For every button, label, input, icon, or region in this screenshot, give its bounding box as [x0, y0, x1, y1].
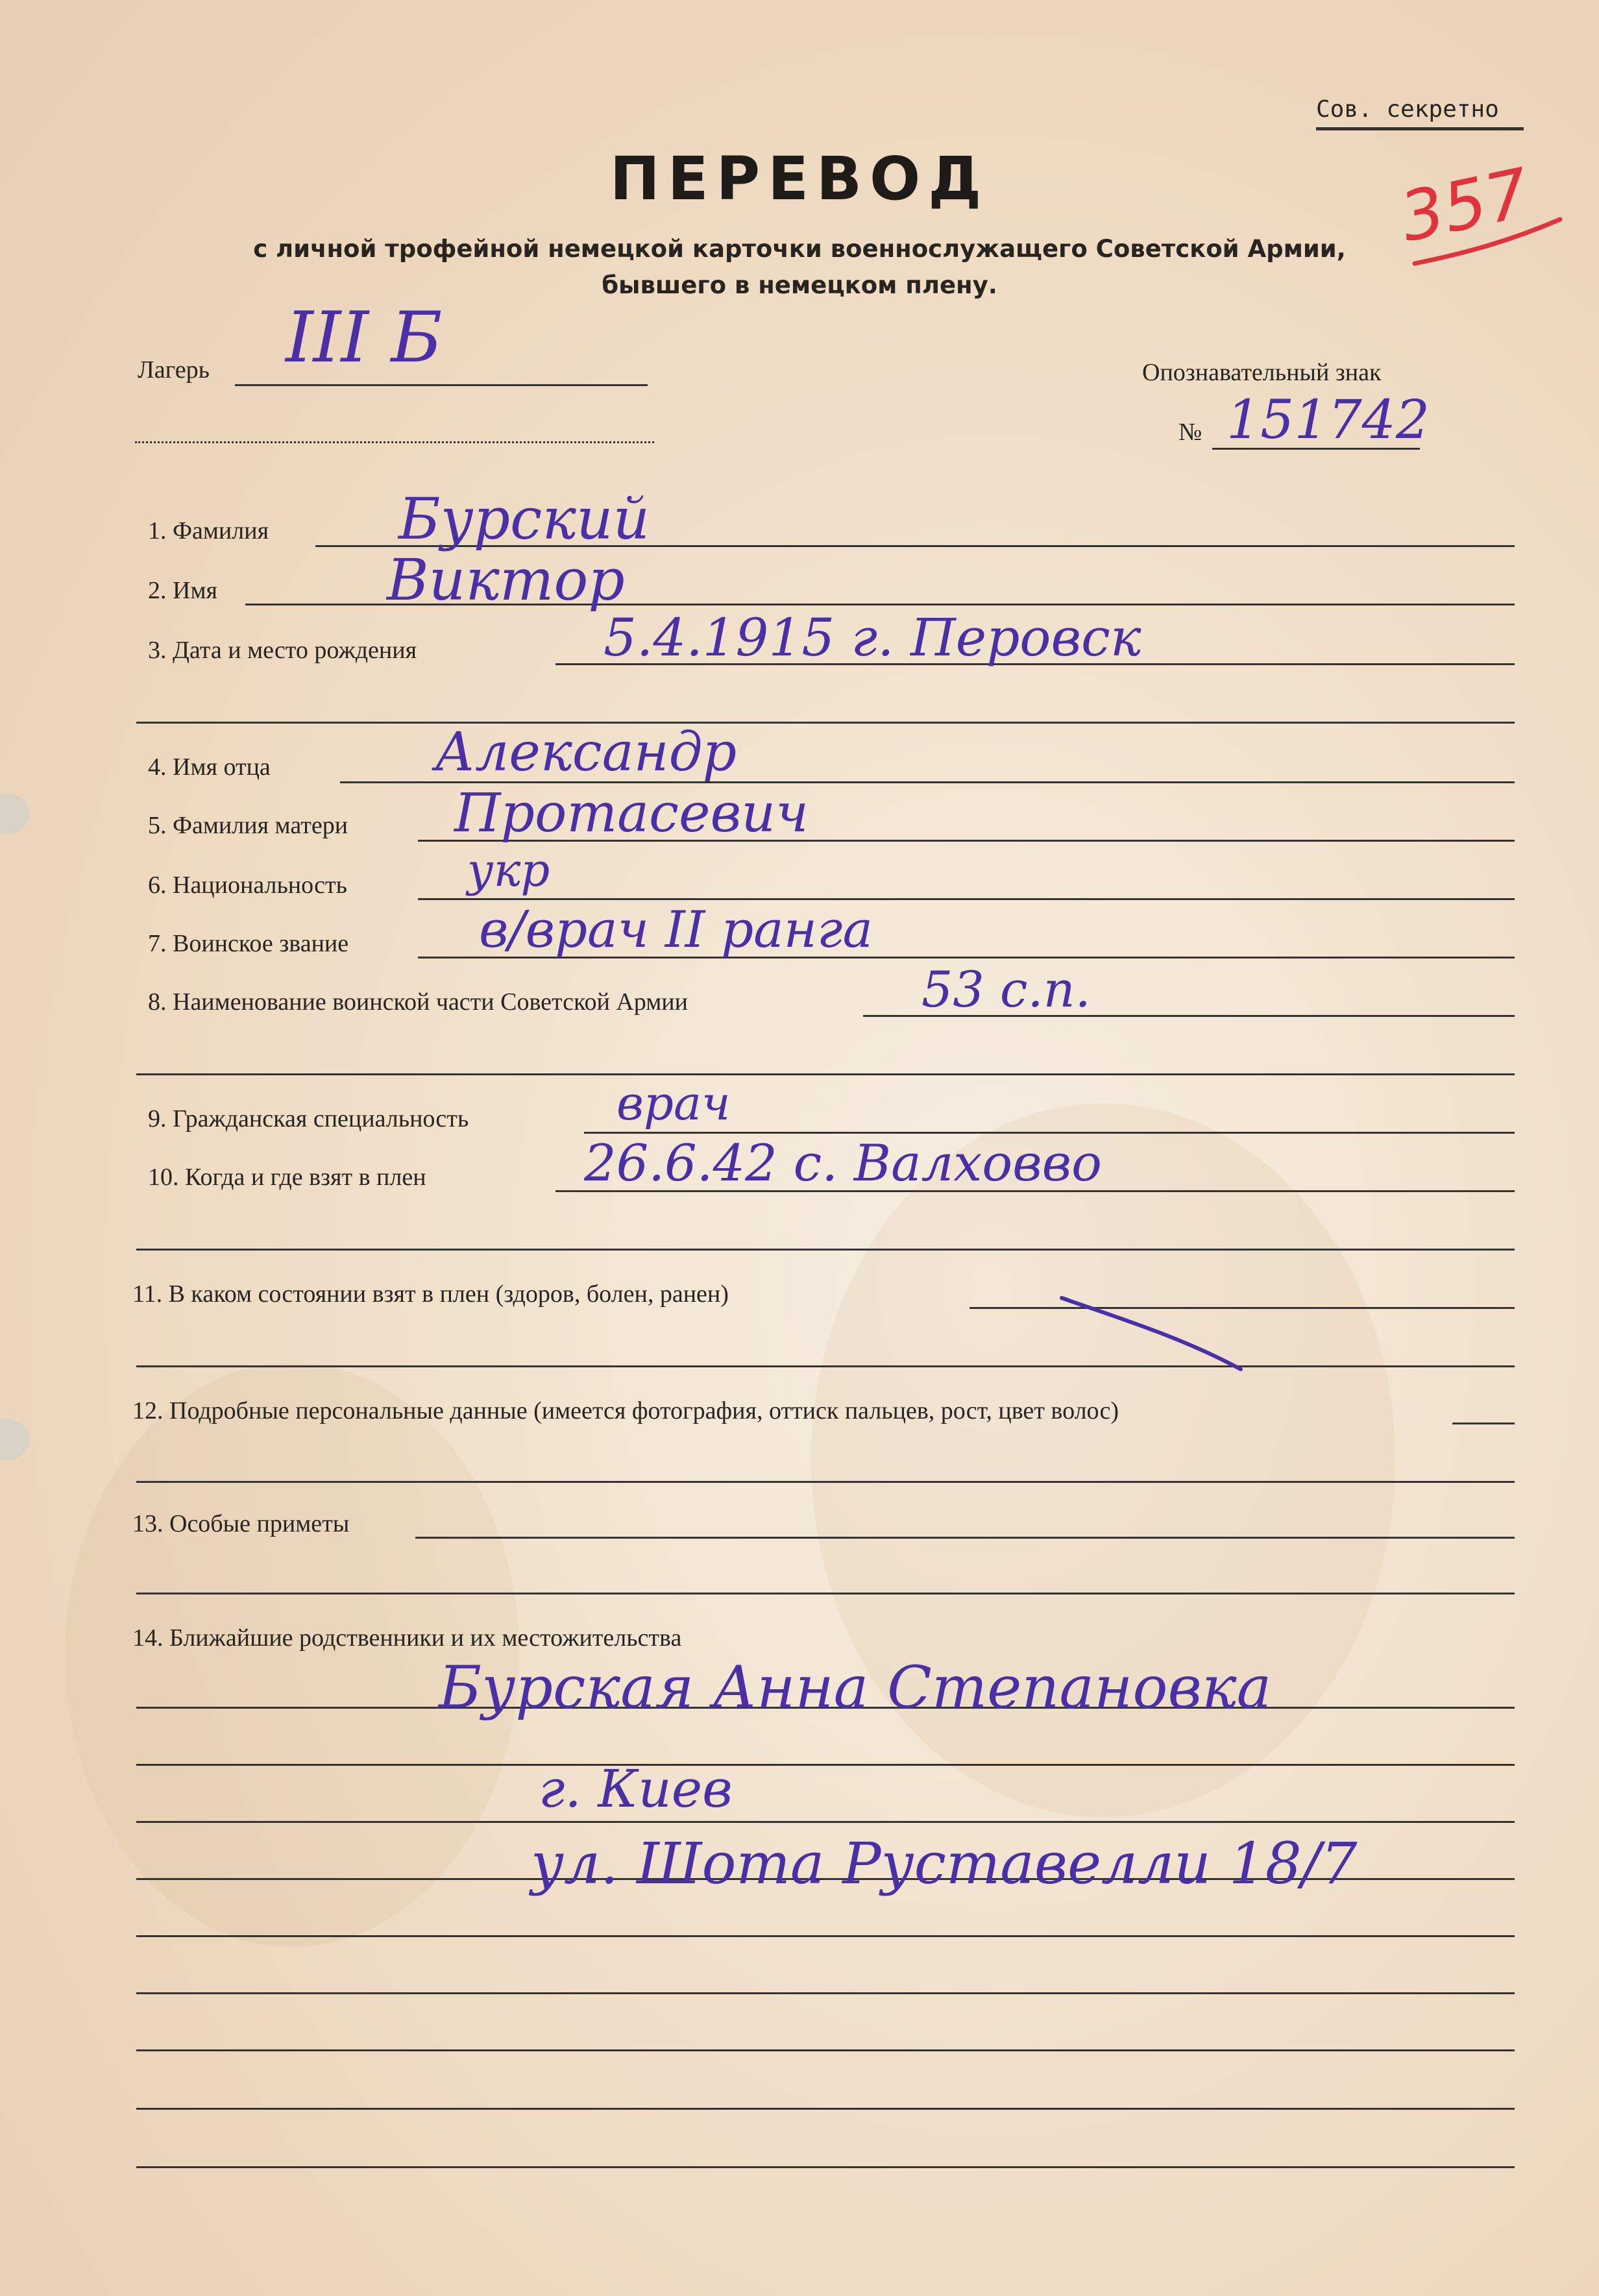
document-subtitle: с личной трофейной немецкой карточки военнослужащего Советской Армии,: [253, 235, 1346, 263]
relative-name: Бурская Анна Степановка: [439, 1654, 1272, 1722]
camp-label: Лагерь: [138, 356, 210, 384]
field-label-condition: 11. В каком состоянии взят в плен (здоров, болен, ранен): [132, 1280, 729, 1308]
relative-city: г. Киев: [539, 1759, 733, 1819]
classification-stamp: Сов. секретно: [1316, 96, 1499, 123]
archive-number: 357: [1393, 153, 1537, 258]
value-mother-surname: Протасевич: [454, 783, 809, 844]
field-label-personal-data: 12. Подробные персональные данные (имеется фотография, оттиск пальцев, рост, цвет волос): [132, 1397, 1119, 1424]
dash-stroke: [1062, 1298, 1241, 1369]
document-title: ПЕРЕВОД: [609, 144, 990, 214]
value-father-name: Александр: [435, 722, 737, 783]
value-first-name: Виктор: [387, 546, 625, 613]
value-civil-specialty: врач: [616, 1076, 731, 1130]
field-label-civil-specialty: 9. Гражданская специальность: [148, 1105, 469, 1132]
id-tag-label: Опознавательный знак: [1142, 359, 1382, 386]
value-surname: Бурский: [398, 485, 650, 552]
value-nationality: укр: [467, 844, 550, 897]
id-tag-number-prefix: №: [1178, 419, 1202, 446]
field-label-rank: 7. Воинское звание: [148, 930, 349, 957]
value-birth: 5.4.1915 г. Перовск: [604, 607, 1141, 668]
value-rank: в/врач II ранга: [479, 901, 873, 959]
camp-value: III Б: [286, 297, 443, 378]
field-label-special-marks: 13. Особые приметы: [132, 1510, 350, 1537]
field-label-nationality: 6. Национальность: [148, 872, 347, 899]
field-label-birth: 3. Дата и место рождения: [148, 637, 417, 664]
field-label-surname: 1. Фамилия: [148, 517, 269, 544]
id-tag-value: 151742: [1227, 389, 1430, 451]
field-label-mother-surname: 5. Фамилия матери: [148, 812, 348, 839]
red-underline: [1415, 219, 1560, 263]
relative-street: ул. Шота Руставелли 18/7: [531, 1830, 1358, 1897]
document-subtitle: бывшего в немецком плену.: [602, 271, 997, 299]
field-label-captured: 10. Когда и где взят в плен: [148, 1164, 426, 1191]
field-label-relatives: 14. Ближайшие родственники и их местожительства: [132, 1624, 682, 1652]
value-captured: 26.6.42 с. Валховво: [584, 1134, 1102, 1193]
value-unit: 53 с.п.: [922, 960, 1091, 1018]
field-label-first-name: 2. Имя: [148, 577, 217, 604]
field-label-father-name: 4. Имя отца: [148, 753, 271, 781]
field-label-unit: 8. Наименование воинской части Советской Армии: [148, 988, 688, 1016]
